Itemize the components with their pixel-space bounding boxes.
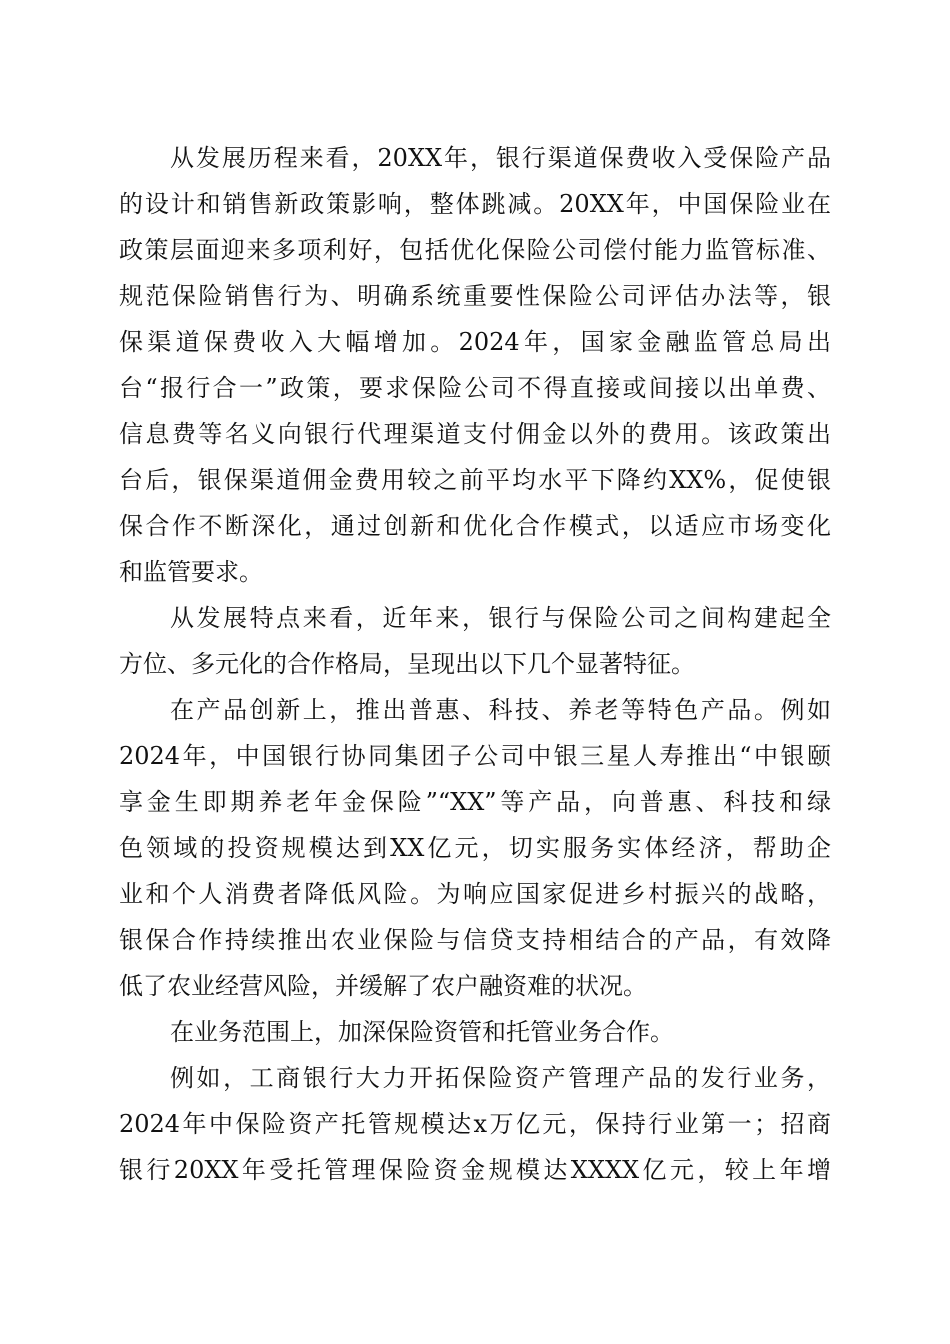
- paragraph-2-line-1: 从发展特点来看，近年来，银行与保险公司之间构建起全: [170, 604, 831, 632]
- paragraph-3-line-4: 色领域的投资规模达到XX亿元，切实服务实体经济，帮助企: [119, 834, 831, 862]
- paragraph-1-line-10: 和监管要求。: [119, 558, 263, 586]
- paragraph-1-line-4: 规范保险销售行为、明确系统重要性保险公司评估办法等，银: [119, 282, 831, 310]
- paragraph-5-line-3: 银行20XX年受托管理保险资金规模达XXXX亿元，较上年增: [119, 1156, 831, 1184]
- paragraph-3-line-1: 在产品创新上，推出普惠、科技、养老等特色产品。例如: [170, 696, 831, 724]
- paragraph-1-line-8: 台后，银保渠道佣金费用较之前平均水平下降约XX%，促使银: [119, 466, 831, 494]
- paragraph-1-line-7: 信息费等名义向银行代理渠道支付佣金以外的费用。该政策出: [119, 420, 831, 448]
- paragraph-1-line-9: 保合作不断深化，通过创新和优化合作模式，以适应市场变化: [119, 512, 831, 540]
- paragraph-1-line-5: 保渠道保费收入大幅增加。2024年，国家金融监管总局出: [119, 328, 831, 356]
- paragraph-3-line-5: 业和个人消费者降低风险。为响应国家促进乡村振兴的战略，: [119, 880, 831, 908]
- paragraph-5-line-1: 例如，工商银行大力开拓保险资产管理产品的发行业务，: [170, 1064, 831, 1092]
- paragraph-5-line-2: 2024年中保险资产托管规模达x万亿元，保持行业第一；招商: [119, 1110, 831, 1138]
- paragraph-2-line-2: 方位、多元化的合作格局，呈现出以下几个显著特征。: [119, 650, 695, 678]
- paragraph-1-line-3: 政策层面迎来多项利好，包括优化保险公司偿付能力监管标准、: [119, 236, 831, 264]
- paragraph-3-line-2: 2024年，中国银行协同集团子公司中银三星人寿推出“中银颐: [119, 742, 831, 770]
- paragraph-3-line-3: 享金生即期养老年金保险”“XX”等产品，向普惠、科技和绿: [119, 788, 831, 816]
- paragraph-3-line-7: 低了农业经营风险，并缓解了农户融资难的状况。: [119, 972, 647, 1000]
- paragraph-1-line-1: 从发展历程来看，20XX年，银行渠道保费收入受保险产品: [170, 144, 831, 172]
- paragraph-3-line-6: 银保合作持续推出农业保险与信贷支持相结合的产品，有效降: [119, 926, 831, 954]
- paragraph-1-line-2: 的设计和销售新政策影响，整体跳减。20XX年，中国保险业在: [119, 190, 831, 218]
- paragraph-4-line-1: 在业务范围上，加深保险资管和托管业务合作。: [170, 1018, 674, 1046]
- paragraph-1-line-6: 台“报行合一”政策，要求保险公司不得直接或间接以出单费、: [119, 374, 831, 402]
